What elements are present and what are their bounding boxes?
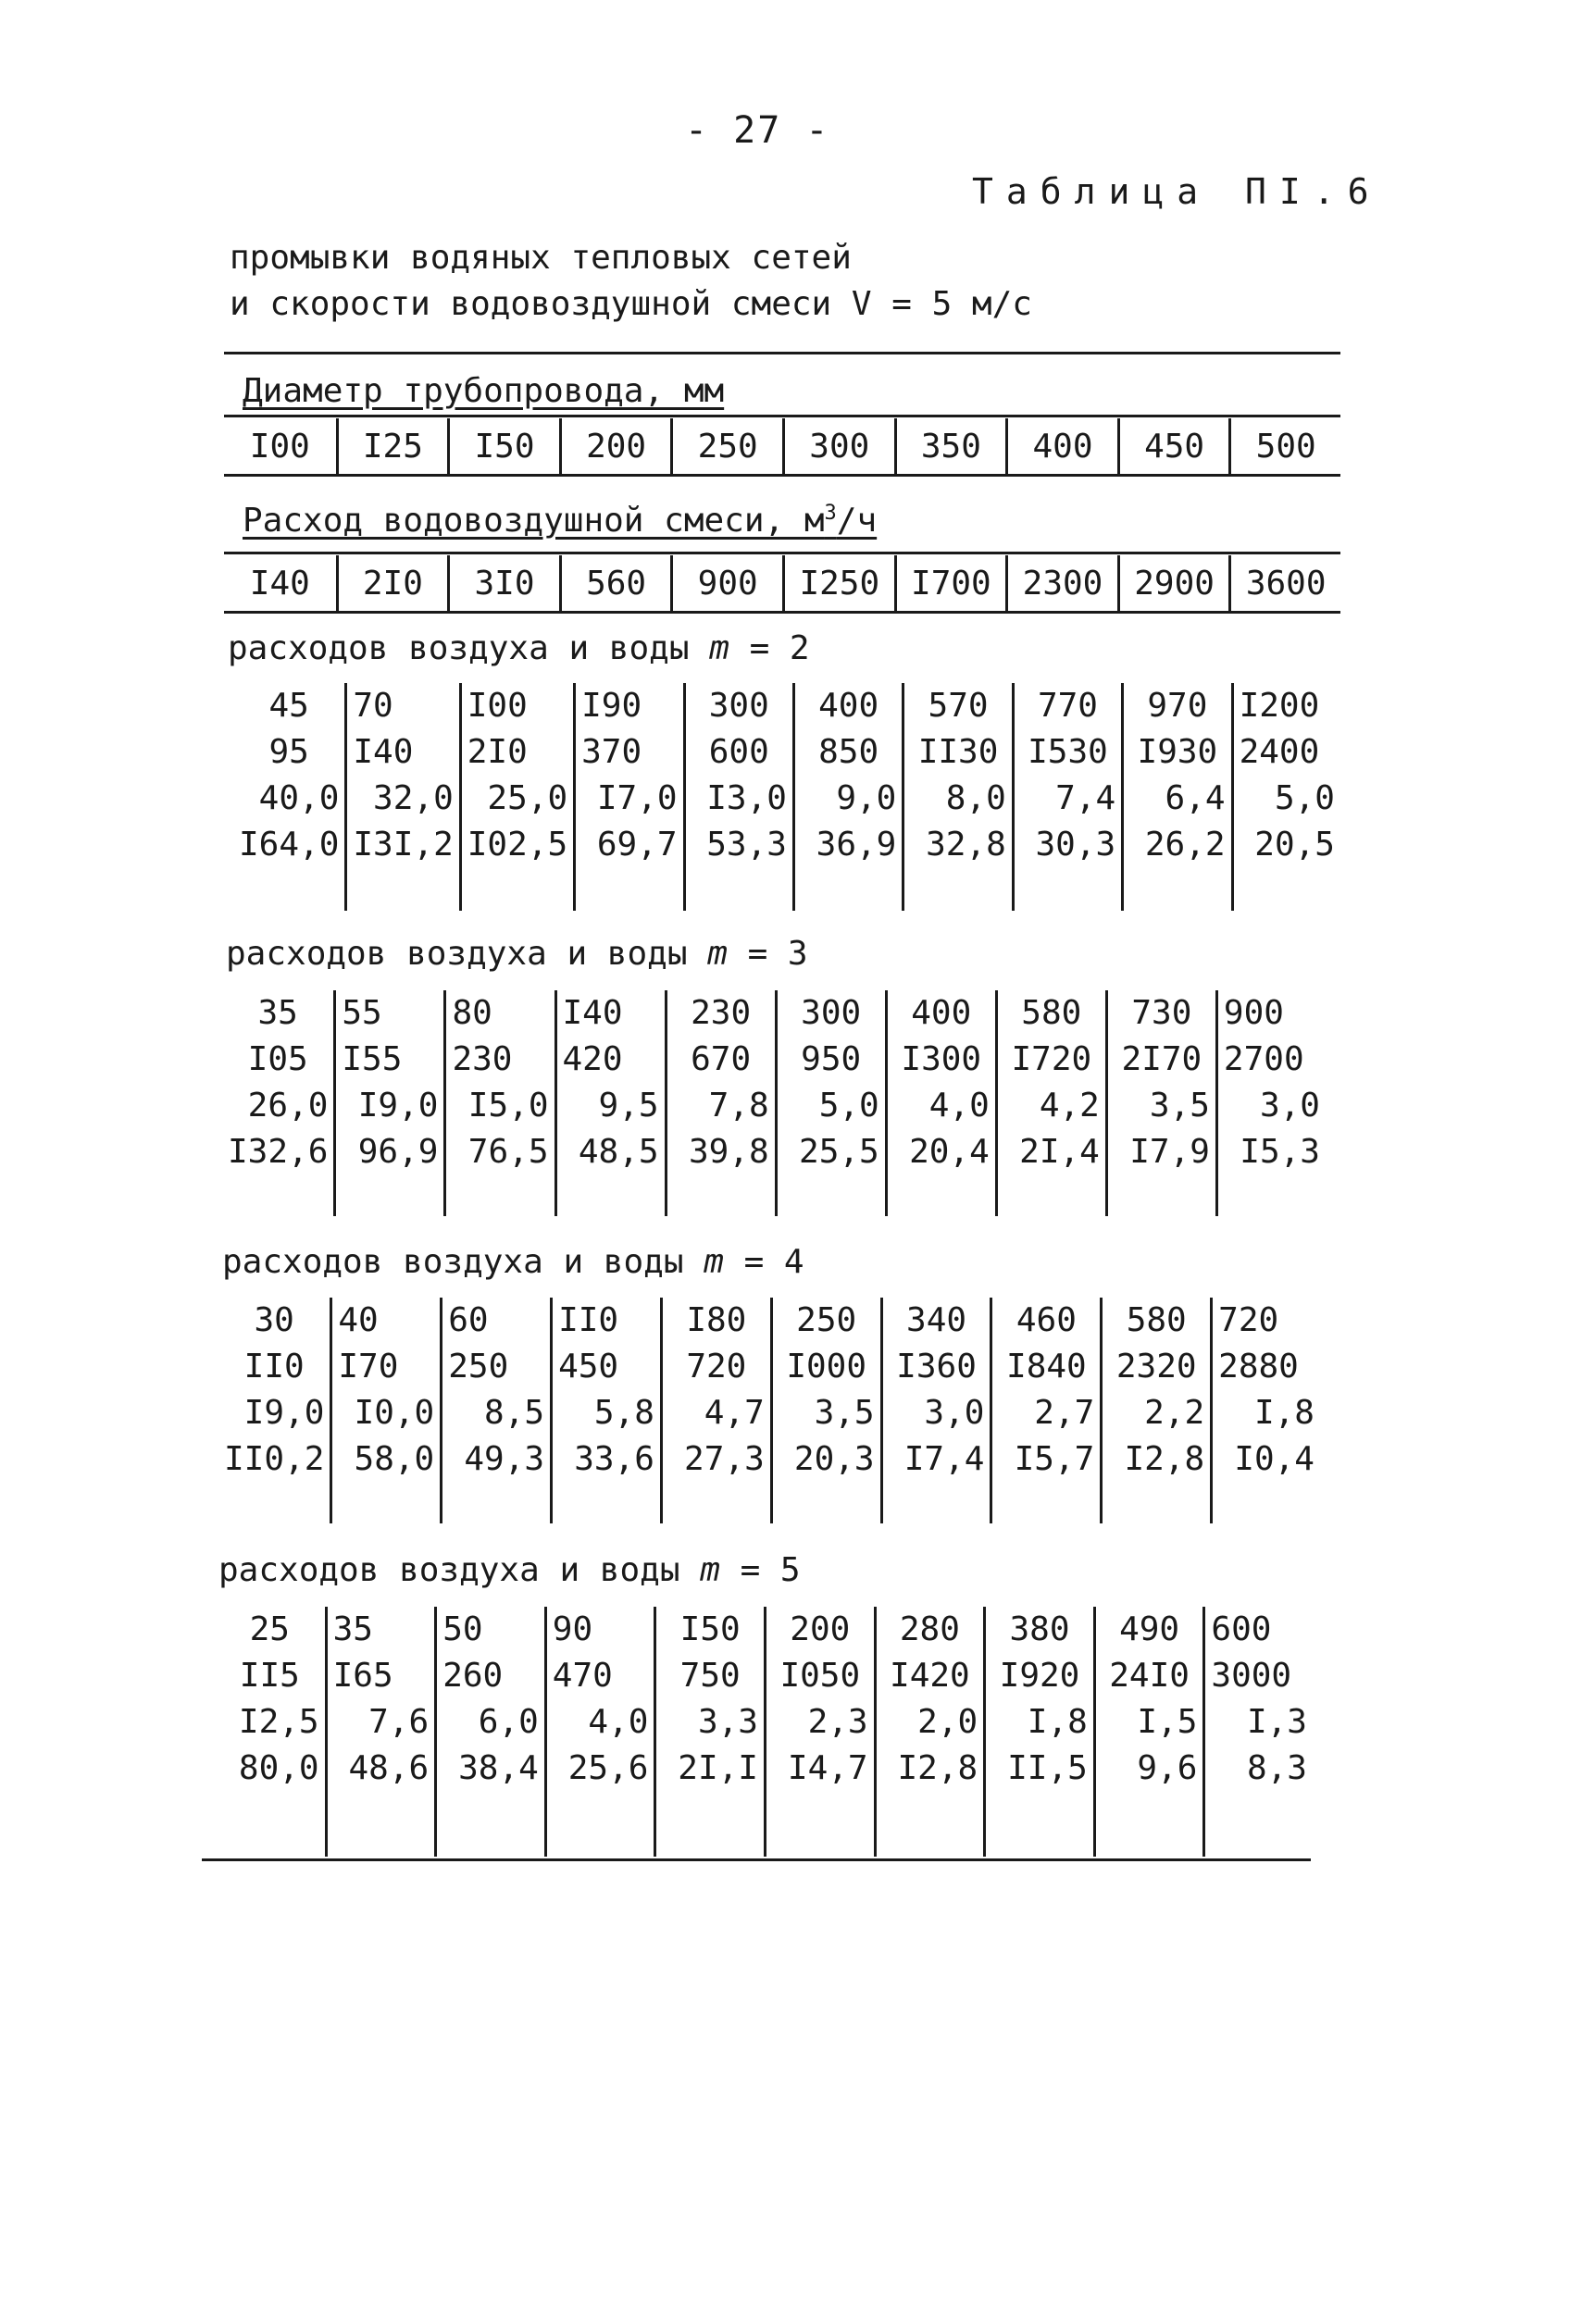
table-cell: 3,0 — [1259, 1087, 1320, 1125]
table-cell: 32,0 — [373, 779, 454, 817]
table-cell: 76,5 — [467, 1133, 549, 1171]
diameter-row-cell: I50 — [447, 418, 559, 474]
table-cell: 230 — [452, 1040, 513, 1078]
table-cell: 970 — [1147, 687, 1208, 725]
diameter-row-cell: 200 — [559, 418, 671, 474]
table-cell: 2I,I — [678, 1749, 758, 1787]
diameter-row-cell: 500 — [1228, 418, 1340, 474]
table-cell: 200 — [790, 1610, 851, 1648]
section-m-symbol: m — [704, 1243, 724, 1281]
table-cell: I720 — [1011, 1040, 1092, 1078]
table-cell: II,5 — [1007, 1749, 1088, 1787]
table-column — [665, 990, 775, 1216]
table-cell: 580 — [1021, 994, 1082, 1032]
table-cell: 38,4 — [458, 1749, 539, 1787]
diameter-row-cell: 350 — [894, 418, 1006, 474]
table-cell: I64,0 — [239, 826, 340, 864]
table-cell: I7,0 — [596, 779, 678, 817]
diameter-row-cell: 250 — [670, 418, 782, 474]
table-cell: 600 — [1211, 1610, 1272, 1648]
table-cell: 20,4 — [909, 1133, 990, 1171]
section-m-symbol: m — [700, 1551, 720, 1589]
table-column — [1121, 683, 1230, 911]
flow-row-cell: 3600 — [1228, 555, 1340, 611]
table-cell: I420 — [890, 1657, 970, 1695]
table-column — [1012, 683, 1121, 911]
table-cell: 6,0 — [478, 1703, 539, 1741]
table-cell: 4,2 — [1039, 1087, 1100, 1125]
table-cell: 7,4 — [1055, 779, 1116, 817]
table-cell: 3,5 — [814, 1394, 875, 1432]
section-m-symbol: m — [709, 629, 729, 667]
table-column — [222, 990, 333, 1216]
table-cell: I9,0 — [357, 1087, 439, 1125]
table-column — [333, 990, 443, 1216]
table-cell: 2I0 — [467, 733, 528, 771]
flow-row-cell: I700 — [894, 555, 1006, 611]
table-column — [459, 683, 573, 911]
table-cell: 5,0 — [1274, 779, 1335, 817]
diameter-row — [224, 418, 1340, 474]
table-cell: 2,2 — [1144, 1394, 1205, 1432]
diameter-row-cell: 450 — [1117, 418, 1229, 474]
section-m-value: = 5 — [740, 1551, 801, 1589]
section-label-text: расходов воздуха и воды — [226, 935, 688, 973]
table-cell: 5,0 — [818, 1087, 879, 1125]
table-cell: 460 — [1016, 1301, 1077, 1339]
table-column — [995, 990, 1105, 1216]
table-column — [874, 1607, 984, 1857]
table-cell: 8,5 — [484, 1394, 545, 1432]
table-cell: 2700 — [1223, 1040, 1304, 1078]
diameter-row-cell: 300 — [782, 418, 894, 474]
flow-row-cell: 2I0 — [336, 555, 448, 611]
table-column — [1215, 990, 1326, 1216]
table-cell: 300 — [708, 687, 769, 725]
table-cell: I050 — [779, 1657, 861, 1695]
table-cell: I0,0 — [354, 1394, 435, 1432]
table-cell: I4,7 — [787, 1749, 868, 1787]
table-cell: 25,6 — [567, 1749, 649, 1787]
table-cell: 5,8 — [593, 1394, 654, 1432]
table-cell: 20,3 — [793, 1440, 875, 1478]
table-cell: 580 — [1126, 1301, 1187, 1339]
table-cell: 2320 — [1115, 1348, 1197, 1386]
table-cell: I32,6 — [228, 1133, 329, 1171]
table-cell: 58,0 — [354, 1440, 435, 1478]
table-cell: 7,6 — [368, 1703, 430, 1741]
section-label-text: расходов воздуха и воды — [218, 1551, 680, 1589]
table-column — [544, 1607, 654, 1857]
table-cell: 3,5 — [1149, 1087, 1210, 1125]
table-cell: II0,2 — [224, 1440, 325, 1478]
table-cell: 850 — [818, 733, 879, 771]
table-column — [990, 1298, 1100, 1523]
table-cell: I05 — [247, 1040, 308, 1078]
diameter-label: Диаметр трубопровода, мм — [243, 372, 725, 410]
flow-row-cell: 3I0 — [447, 555, 559, 611]
table-cell: I2,8 — [1124, 1440, 1205, 1478]
table-cell: 80 — [452, 994, 492, 1032]
table-cell: 8,0 — [945, 779, 1006, 817]
table-cell: 55 — [342, 994, 382, 1032]
flow-row — [224, 555, 1340, 611]
flow-row-cell: 2900 — [1117, 555, 1229, 611]
table-cell: 2,3 — [807, 1703, 868, 1741]
table-cell: 3,0 — [924, 1394, 985, 1432]
table-cell: I65 — [332, 1657, 393, 1695]
table-column — [1202, 1607, 1313, 1857]
table-cell: 6,4 — [1165, 779, 1226, 817]
table-cell: 400 — [911, 994, 972, 1032]
table-cell: 370 — [581, 733, 642, 771]
table-cell: I40 — [562, 994, 623, 1032]
table-cell: 95 — [268, 733, 309, 771]
table-column — [215, 1607, 325, 1857]
table-cell: 50 — [442, 1610, 483, 1648]
table-cell: I00 — [467, 687, 528, 725]
table-cell: 2I70 — [1121, 1040, 1202, 1078]
table-cell: 280 — [899, 1610, 960, 1648]
table-cell: 900 — [1223, 994, 1284, 1032]
table-cell: 730 — [1131, 994, 1192, 1032]
table-cell: 25,0 — [487, 779, 568, 817]
table-cell: I5,7 — [1014, 1440, 1095, 1478]
page-number: - 27 - — [685, 109, 830, 152]
table-column — [775, 990, 885, 1216]
table-cell: 9,5 — [598, 1087, 659, 1125]
table-cell: 230 — [691, 994, 752, 1032]
table-column — [660, 1298, 770, 1523]
table-cell: I360 — [896, 1348, 977, 1386]
table-column — [683, 683, 792, 911]
table-cell: 770 — [1037, 687, 1098, 725]
table-cell: 33,6 — [574, 1440, 654, 1478]
table-column — [218, 1298, 330, 1523]
section-label-m2 — [228, 629, 810, 667]
table-cell: 7,8 — [708, 1087, 769, 1125]
table-column — [770, 1298, 880, 1523]
table-column — [330, 1298, 440, 1523]
table-cell: 24I0 — [1109, 1657, 1190, 1695]
table-cell: II0 — [243, 1348, 305, 1386]
section-label-text: расходов воздуха и воды — [222, 1243, 684, 1281]
table-cell: I3I,2 — [353, 826, 454, 864]
table-cell: 4,0 — [588, 1703, 649, 1741]
table-cell: I7,9 — [1129, 1133, 1210, 1171]
table-cell: 30 — [254, 1301, 294, 1339]
section-block-m3 — [222, 990, 1326, 1216]
flow-row-cell: I40 — [249, 564, 310, 603]
table-cell: 490 — [1119, 1610, 1180, 1648]
table-cell: 380 — [1009, 1610, 1070, 1648]
table-column — [233, 683, 344, 911]
table-cell: I80 — [686, 1301, 747, 1339]
table-cell: 250 — [796, 1301, 857, 1339]
table-column — [573, 683, 682, 911]
table-cell: 39,8 — [688, 1133, 769, 1171]
table-cell: 2I,4 — [1019, 1133, 1100, 1171]
table-cell: 670 — [691, 1040, 752, 1078]
table-cell: I300 — [901, 1040, 982, 1078]
table-cell: 750 — [679, 1657, 741, 1695]
table-cell: 9,0 — [836, 779, 897, 817]
section-block-m5 — [215, 1607, 1313, 1857]
table-cell: II0 — [558, 1301, 619, 1339]
table-subtitle-line-2: и скорости водовоздушной смеси V = 5 м/с — [230, 285, 1032, 323]
section-m-value: = 2 — [749, 629, 810, 667]
table-cell: 80,0 — [238, 1749, 319, 1787]
section-label-m5 — [218, 1551, 801, 1589]
table-cell: I0,4 — [1234, 1440, 1315, 1478]
table-column — [440, 1298, 550, 1523]
table-cell: I70 — [338, 1348, 399, 1386]
table-cell: I90 — [581, 687, 642, 725]
table-cell: 27,3 — [684, 1440, 765, 1478]
table-cell: 25 — [249, 1610, 290, 1648]
table-column — [1105, 990, 1215, 1216]
table-cell: 35 — [332, 1610, 373, 1648]
table-cell: 90 — [552, 1610, 593, 1648]
table-cell: 420 — [562, 1040, 623, 1078]
table-cell: 2,7 — [1034, 1394, 1095, 1432]
table-cell: I7,4 — [903, 1440, 985, 1478]
table-cell: I,8 — [1253, 1394, 1315, 1432]
table-column — [654, 1607, 764, 1857]
table-column — [554, 990, 665, 1216]
table-cell: II30 — [917, 733, 999, 771]
table-cell: 260 — [442, 1657, 504, 1695]
flow-label-sup: 3 — [824, 502, 837, 525]
flow-row-cell: 900 — [670, 555, 782, 611]
table-cell: I50 — [679, 1610, 741, 1648]
table-cell: I9,0 — [243, 1394, 325, 1432]
flow-row-cell: I250 — [782, 555, 894, 611]
table-cell: I840 — [1006, 1348, 1087, 1386]
table-cell: 2880 — [1218, 1348, 1299, 1386]
table-column — [764, 1607, 874, 1857]
table-cell: 26,2 — [1144, 826, 1226, 864]
table-cell: 3000 — [1211, 1657, 1292, 1695]
diameter-row-cell: I00 — [249, 427, 310, 466]
table-column — [1100, 1298, 1210, 1523]
table-cell: I200 — [1239, 687, 1320, 725]
table-cell: 2400 — [1239, 733, 1320, 771]
table-column — [434, 1607, 544, 1857]
rule-top — [224, 352, 1340, 354]
flow-row-cell: 2300 — [1005, 555, 1117, 611]
table-cell: 450 — [558, 1348, 619, 1386]
section-block-m4 — [218, 1298, 1320, 1523]
table-cell: 26,0 — [247, 1087, 329, 1125]
table-cell: I000 — [786, 1348, 867, 1386]
section-m-value: = 3 — [747, 935, 808, 973]
table-cell: 60 — [448, 1301, 489, 1339]
table-cell: 600 — [708, 733, 769, 771]
table-cell: 9,6 — [1137, 1749, 1198, 1787]
table-cell: 8,3 — [1246, 1749, 1307, 1787]
table-caption: Таблица ПI.6 — [972, 171, 1382, 212]
table-cell: 53,3 — [706, 826, 787, 864]
flow-label-tail: /ч — [836, 502, 878, 540]
table-cell: I530 — [1028, 733, 1108, 771]
table-column — [1210, 1298, 1320, 1523]
table-cell: I2,5 — [238, 1703, 319, 1741]
table-cell: 720 — [1218, 1301, 1279, 1339]
table-cell: 470 — [552, 1657, 613, 1695]
table-cell: 20,5 — [1254, 826, 1335, 864]
table-cell: 70 — [353, 687, 393, 725]
section-m-value: = 4 — [743, 1243, 804, 1281]
table-cell: 2,0 — [917, 1703, 978, 1741]
table-cell: I5,3 — [1240, 1133, 1320, 1171]
table-cell: I2,8 — [897, 1749, 978, 1787]
table-column — [792, 683, 902, 911]
table-cell: 49,3 — [464, 1440, 545, 1478]
table-cell: 48,6 — [348, 1749, 430, 1787]
table-cell: 35 — [257, 994, 298, 1032]
table-cell: I,3 — [1246, 1703, 1307, 1741]
table-column — [885, 990, 995, 1216]
section-block-m2 — [233, 683, 1340, 911]
rule-flow-bottom — [224, 611, 1340, 614]
table-cell: 40,0 — [258, 779, 340, 817]
table-cell: 25,5 — [799, 1133, 879, 1171]
rule-bottom — [202, 1858, 1311, 1861]
table-cell: 3,3 — [697, 1703, 758, 1741]
table-cell: 32,8 — [926, 826, 1006, 864]
diameter-row-cell: 400 — [1005, 418, 1117, 474]
table-cell: 45 — [268, 687, 309, 725]
table-cell: I,5 — [1137, 1703, 1198, 1741]
rule-flow-top — [224, 552, 1340, 554]
table-cell: I930 — [1137, 733, 1218, 771]
table-cell: I55 — [342, 1040, 403, 1078]
section-m-symbol: m — [707, 935, 728, 973]
table-cell: 250 — [448, 1348, 509, 1386]
diameter-row-cell: I25 — [336, 418, 448, 474]
table-column — [344, 683, 458, 911]
table-cell: 69,7 — [596, 826, 678, 864]
table-cell: 40 — [338, 1301, 379, 1339]
table-cell: I40 — [353, 733, 414, 771]
table-column — [443, 990, 554, 1216]
table-cell: 570 — [928, 687, 989, 725]
flow-label-main: Расход водовоздушной смеси, м — [243, 502, 825, 540]
table-cell: 300 — [801, 994, 862, 1032]
table-cell: I,8 — [1027, 1703, 1088, 1741]
table-cell: 720 — [686, 1348, 747, 1386]
table-cell: 30,3 — [1035, 826, 1116, 864]
section-label-text: расходов воздуха и воды — [228, 629, 690, 667]
section-label-m4 — [222, 1243, 804, 1281]
table-subtitle-line-1: промывки водяных тепловых сетей — [230, 239, 852, 277]
table-column — [902, 683, 1011, 911]
table-column — [325, 1607, 435, 1857]
table-cell: I5,0 — [467, 1087, 549, 1125]
table-cell: 950 — [801, 1040, 862, 1078]
table-cell: 36,9 — [816, 826, 897, 864]
table-column — [1231, 683, 1340, 911]
table-cell: I920 — [999, 1657, 1080, 1695]
rule-diameter-top — [224, 415, 1340, 417]
table-column — [983, 1607, 1093, 1857]
table-cell: 96,9 — [357, 1133, 439, 1171]
flow-label — [243, 502, 877, 540]
rule-diameter-bottom — [224, 474, 1340, 477]
table-column — [880, 1298, 991, 1523]
table-cell: I02,5 — [467, 826, 568, 864]
table-cell: 48,5 — [578, 1133, 659, 1171]
flow-row-cell: 560 — [559, 555, 671, 611]
table-cell: II5 — [239, 1657, 300, 1695]
table-column — [1093, 1607, 1203, 1857]
table-cell: 340 — [906, 1301, 967, 1339]
table-cell: 400 — [818, 687, 879, 725]
table-column — [550, 1298, 660, 1523]
table-cell: 4,0 — [928, 1087, 990, 1125]
section-label-m3 — [226, 935, 808, 973]
table-cell: I3,0 — [706, 779, 787, 817]
table-cell: 4,7 — [704, 1394, 765, 1432]
